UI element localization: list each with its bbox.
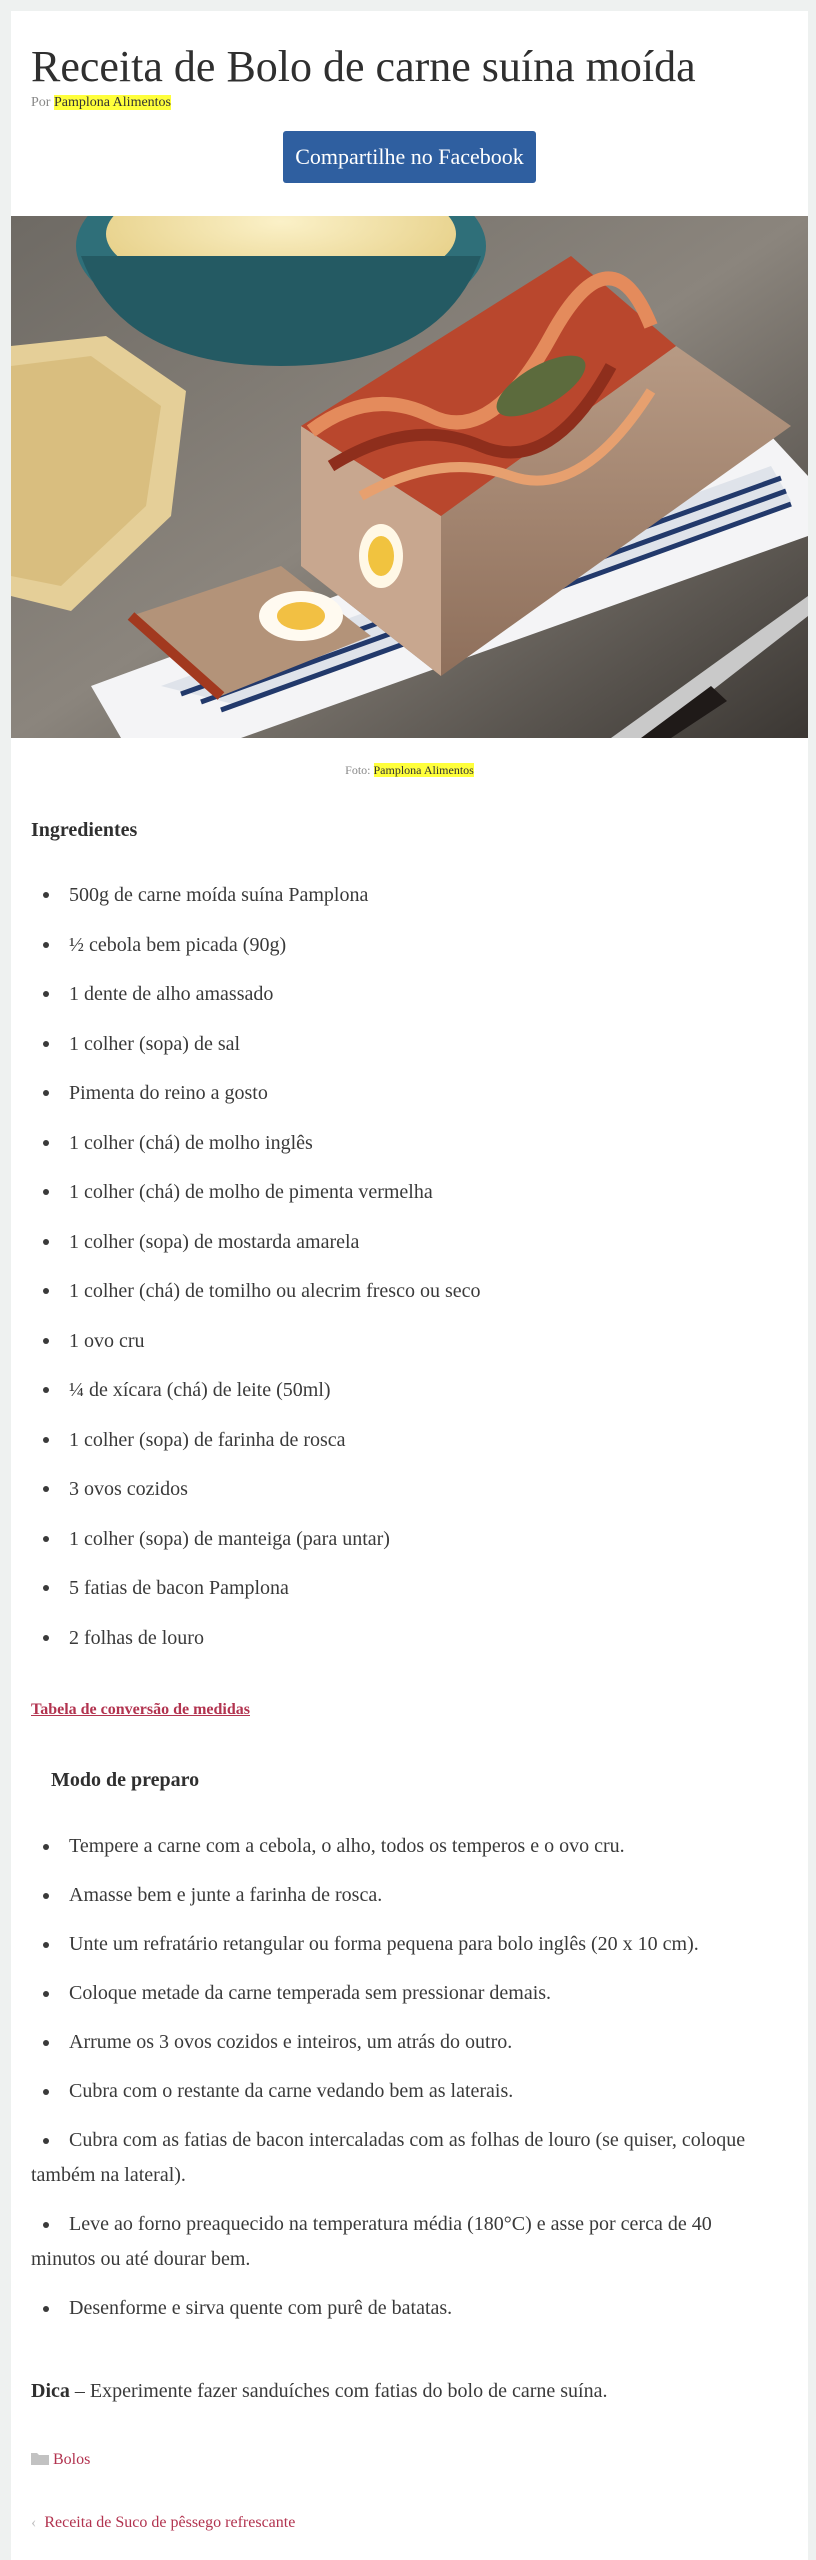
step-item: Leve ao forno preaquecido na temperatura média (180°C) e asse por cerca de 40 minutos ou até dourar bem. <box>31 2207 771 2277</box>
ingredient-item: 1 colher (chá) de molho inglês <box>31 1129 791 1179</box>
preparation-steps <box>31 1829 771 2326</box>
photo-caption <box>11 763 808 778</box>
ingredient-item: 1 colher (sopa) de mostarda amarela <box>31 1228 791 1278</box>
step-item: Tempere a carne com a cebola, o alho, todos os temperos e o ovo cru. <box>31 1829 771 1864</box>
article-page <box>11 11 808 2560</box>
step-item: Coloque metade da carne temperada sem pressionar demais. <box>31 1976 771 2011</box>
ingredient-item: 1 colher (sopa) de farinha de rosca <box>31 1426 791 1476</box>
caption-prefix: Foto: <box>345 763 371 777</box>
share-facebook-button[interactable]: Compartilhe no Facebook <box>283 131 536 183</box>
ingredient-item: 1 dente de alho amassado <box>31 980 791 1030</box>
category-link[interactable] <box>31 2451 90 2469</box>
step-item: Unte um refratário retangular ou forma pequena para bolo inglês (20 x 10 cm). <box>31 1927 771 1962</box>
step-item: Desenforme e sirva quente com purê de batatas. <box>31 2291 771 2326</box>
ingredient-item: ¼ de xícara (chá) de leite (50ml) <box>31 1376 791 1426</box>
chevron-left-icon: ‹ <box>31 2514 37 2531</box>
author-name[interactable]: Pamplona Alimentos <box>53 95 172 110</box>
tip-label: Dica <box>31 2380 70 2402</box>
ingredients-list <box>31 881 791 1673</box>
ingredient-item: ½ cebola bem picada (90g) <box>31 931 791 981</box>
category-label[interactable]: Bolos <box>53 2451 91 2468</box>
ingredient-item: 1 colher (chá) de tomilho ou alecrim fresco ou seco <box>31 1277 791 1327</box>
photo-credit: Pamplona Alimentos <box>373 763 474 777</box>
step-item: Cubra com o restante da carne vedando bem as laterais. <box>31 2074 771 2109</box>
byline-prefix: Por <box>31 95 51 110</box>
ingredients-heading: Ingredientes <box>31 819 138 841</box>
step-item: Arrume os 3 ovos cozidos e inteiros, um atrás do outro. <box>31 2025 771 2060</box>
ingredient-item: Pimenta do reino a gosto <box>31 1079 791 1129</box>
tip-text: – Experimente fazer sanduíches com fatias do bolo de carne suína. <box>69 2380 608 2402</box>
ingredient-item: 500g de carne moída suína Pamplona <box>31 881 791 931</box>
recipe-tip <box>31 2376 607 2406</box>
step-item: Amasse bem e junte a farinha de rosca. <box>31 1878 771 1913</box>
page-title: Receita de Bolo de carne suína moída <box>31 42 696 91</box>
ingredient-item: 5 fatias de bacon Pamplona <box>31 1574 791 1624</box>
byline <box>31 95 171 111</box>
previous-post-link[interactable] <box>31 2514 295 2532</box>
step-item: Cubra com as fatias de bacon intercaladas com as folhas de louro (se quiser, coloque também na lateral). <box>31 2123 771 2193</box>
ingredient-item: 1 colher (sopa) de sal <box>31 1030 791 1080</box>
recipe-photo <box>11 216 808 738</box>
conversion-table-link[interactable]: Tabela de conversão de medidas <box>31 1701 250 1718</box>
preparation-heading: Modo de preparo <box>51 1769 200 1791</box>
folder-icon <box>31 2451 49 2465</box>
previous-post-title[interactable]: Receita de Suco de pêssego refrescante <box>44 2514 296 2531</box>
ingredient-item: 3 ovos cozidos <box>31 1475 791 1525</box>
ingredient-item: 1 colher (chá) de molho de pimenta vermelha <box>31 1178 791 1228</box>
ingredient-item: 1 colher (sopa) de manteiga (para untar) <box>31 1525 791 1575</box>
ingredient-item: 2 folhas de louro <box>31 1624 791 1674</box>
ingredient-item: 1 ovo cru <box>31 1327 791 1377</box>
